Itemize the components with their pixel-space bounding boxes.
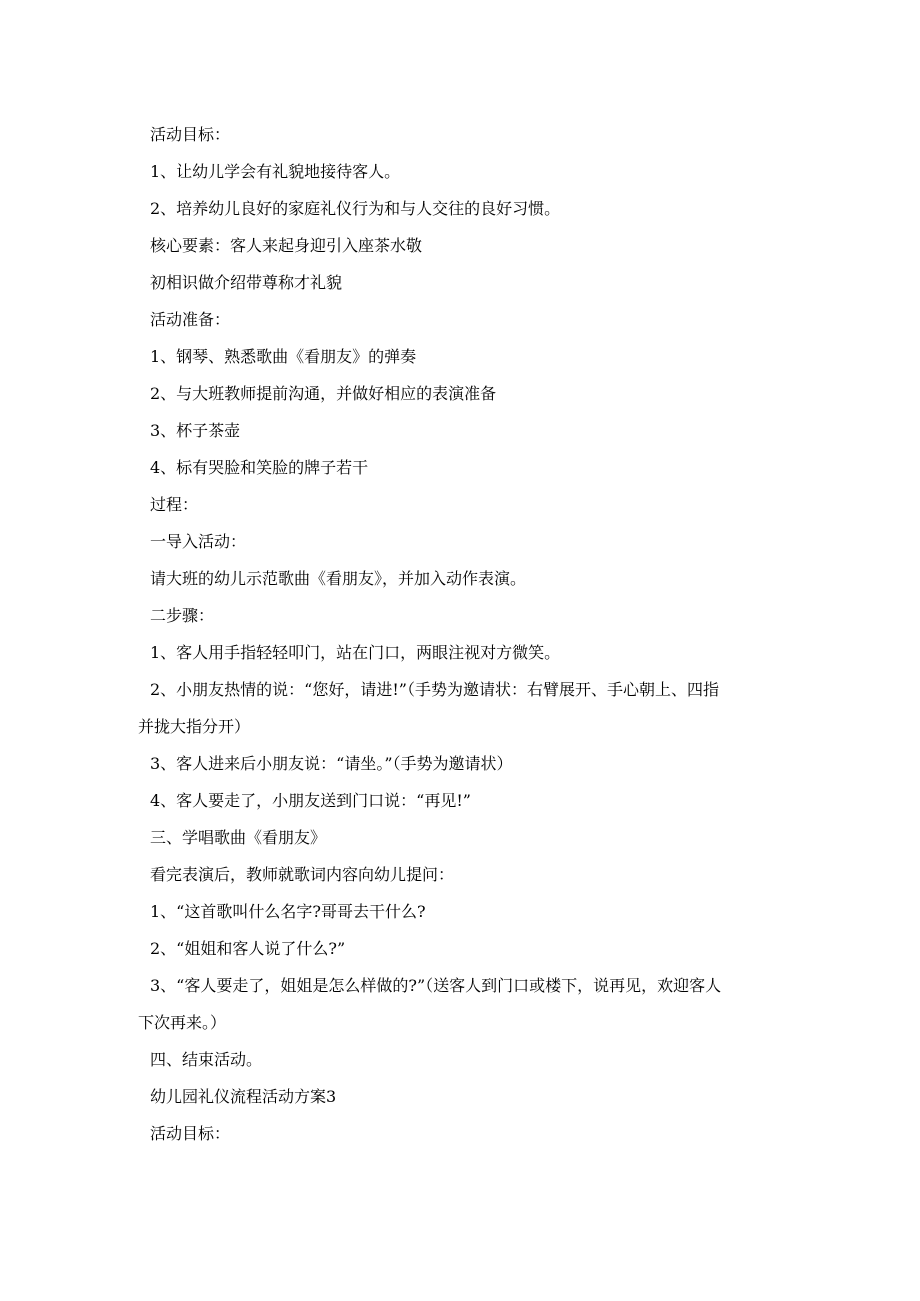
preparation-item-2: 2、与大班教师提前沟通，并做好相应的表演准备 xyxy=(150,384,497,403)
question-item-2: 2、“姐姐和客人说了什么?” xyxy=(150,939,346,958)
question-intro: 看完表演后，教师就歌词内容向幼儿提问： xyxy=(150,865,455,884)
process-step-two-heading: 二步骤： xyxy=(150,606,215,625)
process-step-intro-text: 请大班的幼儿示范歌曲《看朋友》，并加入动作表演。 xyxy=(150,569,527,588)
section-heading-process: 过程： xyxy=(150,495,199,514)
step-item-3: 3、客人进来后小朋友说：“请坐。”（手势为邀请状） xyxy=(150,754,513,773)
step-item-4: 4、客人要走了，小朋友送到门口说：“再见!” xyxy=(150,791,471,810)
goal-item-1: 1、让幼儿学会有礼貌地接待客人。 xyxy=(150,162,401,181)
section-heading-preparation: 活动准备： xyxy=(150,310,231,329)
process-step-four-heading: 四、结束活动。 xyxy=(150,1050,263,1069)
question-item-3-continued: 下次再来。） xyxy=(138,1013,227,1032)
goal-item-2: 2、培养幼儿良好的家庭礼仪行为和与人交往的良好习惯。 xyxy=(150,199,561,218)
document-body xyxy=(138,116,798,1152)
core-elements-line-1: 核心要素：客人来起身迎引入座茶水敬 xyxy=(150,236,423,255)
question-item-3: 3、“客人要走了，姐姐是怎么样做的?”（送客人到门口或楼下，说再见，欢迎客人 xyxy=(150,976,722,995)
section-heading-goals-3: 活动目标： xyxy=(150,1124,231,1143)
step-item-1: 1、客人用手指轻轻叩门，站在门口，两眼注视对方微笑。 xyxy=(150,643,561,662)
plan-title-3: 幼儿园礼仪流程活动方案3 xyxy=(150,1087,337,1106)
question-item-1: 1、“这首歌叫什么名字?哥哥去干什么? xyxy=(150,902,426,921)
process-step-intro-heading: 一导入活动： xyxy=(150,532,247,551)
preparation-item-3: 3、杯子茶壶 xyxy=(150,421,241,440)
section-heading-goals: 活动目标： xyxy=(150,125,231,144)
process-step-three-heading: 三、学唱歌曲《看朋友》 xyxy=(150,828,327,847)
step-item-2-continued: 并拢大指分开） xyxy=(138,717,251,736)
core-elements-line-2: 初相识做介绍带尊称才礼貌 xyxy=(150,273,343,292)
step-item-2: 2、小朋友热情的说：“您好，请进!”（手势为邀请状：右臂展开、手心朝上、四指 xyxy=(150,680,719,699)
preparation-item-1: 1、钢琴、熟悉歌曲《看朋友》的弹奏 xyxy=(150,347,417,366)
preparation-item-4: 4、标有哭脸和笑脸的牌子若干 xyxy=(150,458,369,477)
